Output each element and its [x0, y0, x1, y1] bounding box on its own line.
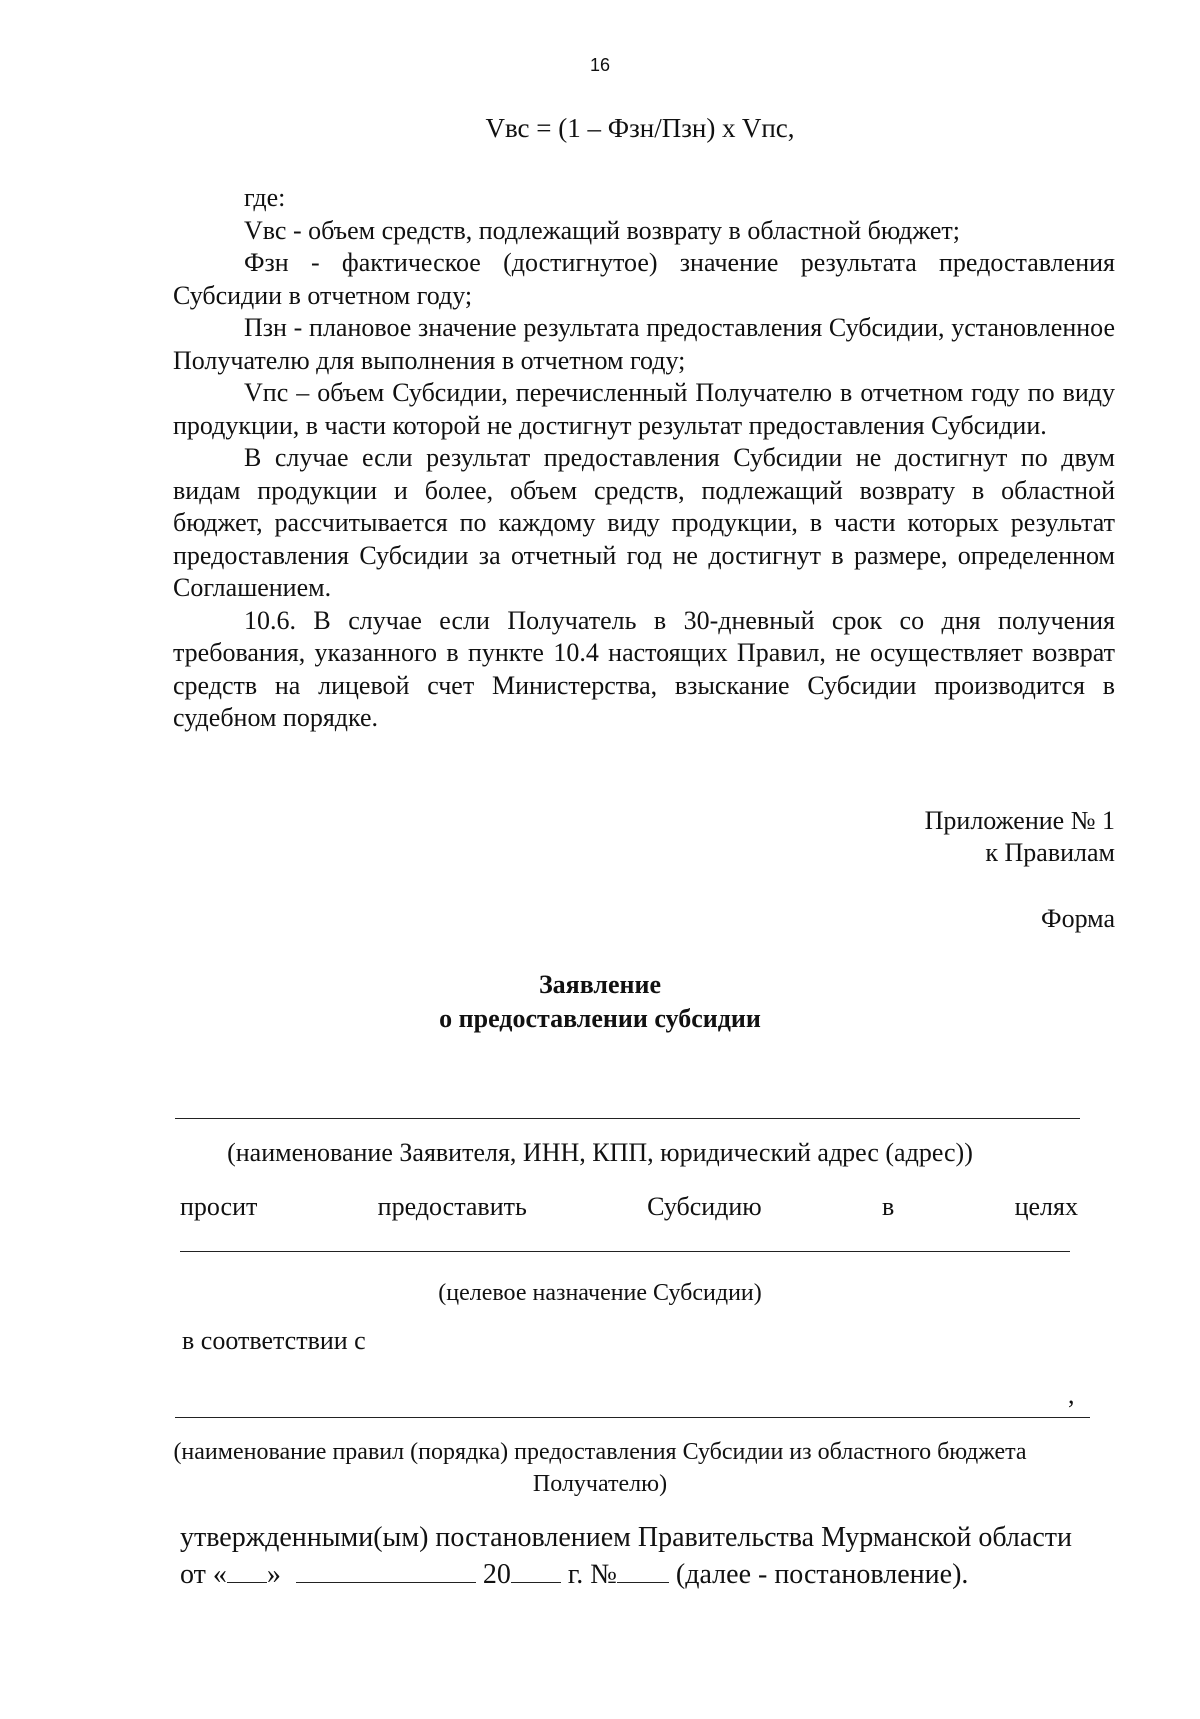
in-accordance-label: в соответствии с	[182, 1326, 366, 1355]
comma: ,	[1068, 1380, 1075, 1409]
date-close: »	[266, 1559, 281, 1590]
request-word: целях	[1014, 1192, 1078, 1221]
request-row	[180, 1192, 1078, 1222]
caption-rules	[0, 1436, 1200, 1500]
caption-purpose: (целевое назначение Субсидии)	[438, 1280, 762, 1306]
page-number: 16	[589, 55, 611, 75]
paragraph-fzn: Фзн - фактическое (достигнутое) значение результата предоставления Субсидии в отчетном году;	[173, 248, 1115, 310]
request-word: предоставить	[377, 1192, 527, 1221]
paragraph-case: В случае если результат предоставления Субсидии не достигнут по двум видам продукции и более, объем средств, подлежащий возврату в областной бюджет, рассчитывается по каждому виду продукции, в части которых результат предоставления Субсидии за отчетный год не достигнут в размере, определенном Соглашением.	[173, 443, 1115, 602]
rules-field-line[interactable]	[175, 1417, 1090, 1418]
document-title	[0, 968, 1200, 1036]
tail-text: (далее - постановление).	[675, 1559, 969, 1590]
appendix-line-1: Приложение № 1	[924, 806, 1115, 835]
year-prefix: 20	[482, 1559, 511, 1590]
body-text	[173, 182, 1115, 735]
paragraph-where: где:	[244, 183, 286, 212]
request-word: просит	[180, 1192, 258, 1221]
paragraph-10-6: 10.6. В случае если Получатель в 30-дневный срок со дня получения требования, указанного в пункте 10.4 настоящих Правил, не осуществляет возврат средств на лицевой счет Министерства, взыскание Субсидии производится в судебном порядке.	[173, 605, 1115, 732]
number-field[interactable]	[617, 1560, 669, 1583]
purpose-field-line[interactable]	[180, 1251, 1070, 1252]
month-field[interactable]	[296, 1560, 476, 1583]
paragraph-pzn: Пзн - плановое значение результата предоставления Субсидии, установленное Получателю для выполнения в отчетном году;	[173, 313, 1115, 375]
title-line-1: Заявление	[538, 970, 662, 999]
formula: Vвс = (1 – Фзн/Пзн) x Vпс,	[485, 113, 795, 143]
paragraph-vvs: Vвс - объем средств, подлежащий возврату в областной бюджет;	[244, 215, 960, 245]
form-label: Форма	[1041, 904, 1115, 933]
applicant-field-line[interactable]	[175, 1118, 1080, 1119]
request-word: Субсидию	[647, 1192, 762, 1221]
request-word: в	[882, 1192, 895, 1221]
year-field[interactable]	[511, 1560, 561, 1583]
appendix-line-2: к Правилам	[985, 838, 1115, 867]
date-line	[180, 1559, 968, 1591]
title-line-2: о предоставлении субсидии	[439, 1004, 761, 1033]
number-label: г. №	[567, 1559, 617, 1590]
caption-applicant: (наименование Заявителя, ИНН, КПП, юридический адрес (адрес))	[227, 1138, 973, 1167]
date-from: от «	[180, 1559, 227, 1590]
appendix-heading	[925, 805, 1115, 869]
approved-line: утвержденными(ым) постановлением Правительства Мурманской области	[180, 1522, 1072, 1553]
paragraph-vps: Vпс – объем Субсидии, перечисленный Получателю в отчетном году по виду продукции, в части которой не достигнут результат предоставления Субсидии.	[173, 378, 1115, 440]
caption-rules-line-2: Получателю)	[532, 1471, 668, 1497]
day-field[interactable]	[227, 1560, 267, 1583]
caption-rules-line-1: (наименование правил (порядка) предоставления Субсидии из областного бюджета	[173, 1439, 1027, 1465]
